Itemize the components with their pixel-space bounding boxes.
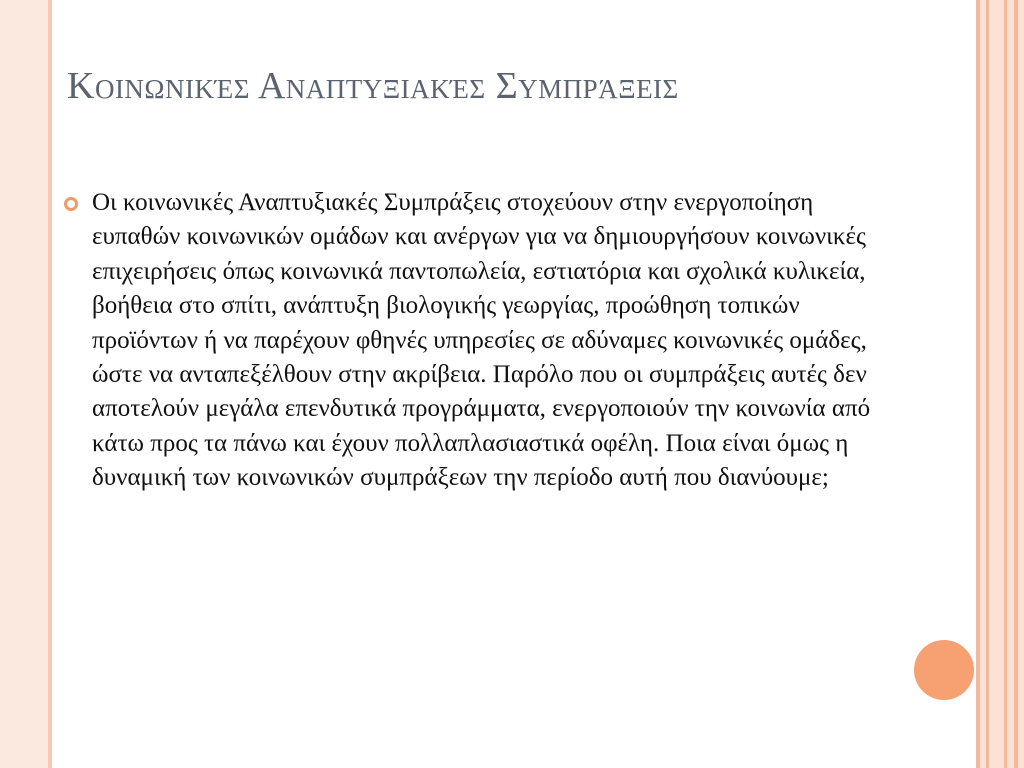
decorative-circle — [914, 640, 974, 700]
bullet-item — [62, 186, 892, 496]
right-border-line — [986, 0, 989, 768]
bullet-list — [62, 186, 892, 496]
left-border-stripe — [0, 0, 50, 768]
right-border-line — [976, 0, 980, 768]
right-border-line — [1004, 0, 1007, 768]
slide-title: Κοινωνικές Αναπτυξιακές Συμπράξεις — [67, 65, 679, 107]
left-border-line — [48, 0, 52, 768]
right-border-line — [1014, 0, 1018, 768]
bullet-text: Οι κοινωνικές Αναπτυξιακές Συμπράξεις στοχεύουν στην ενεργοποίηση ευπαθών κοινωνικών ομάδων και ανέργων για να δημιουργήσουν κοινωνικές επιχειρήσεις όπως κοινωνικά παντοπωλεία, εστιατόρια και σχολικά κυλικεία, βοήθεια στο σπίτι, ανάπτυξη βιολογικής γεωργίας, προώθηση τοπικών προϊόντων ή να παρέχουν φθηνές υπηρεσίες σε αδύναμες κοινωνικές ομάδες, ώστε να ανταπεξέλθουν στην ακρίβεια. Παρόλο που οι συμπράξεις αυτές δεν αποτελούν μεγάλα επενδυτικά προγράμματα, ενεργοποιούν την κοινωνία από κάτω προς τα πάνω και έχουν πολλαπλασιαστικά οφέλη. Ποια είναι όμως η δυναμική των κοινωνικών συμπράξεων την περίοδο αυτή που διανύουμε; — [92, 189, 871, 492]
bullet-circle-icon — [64, 197, 78, 211]
